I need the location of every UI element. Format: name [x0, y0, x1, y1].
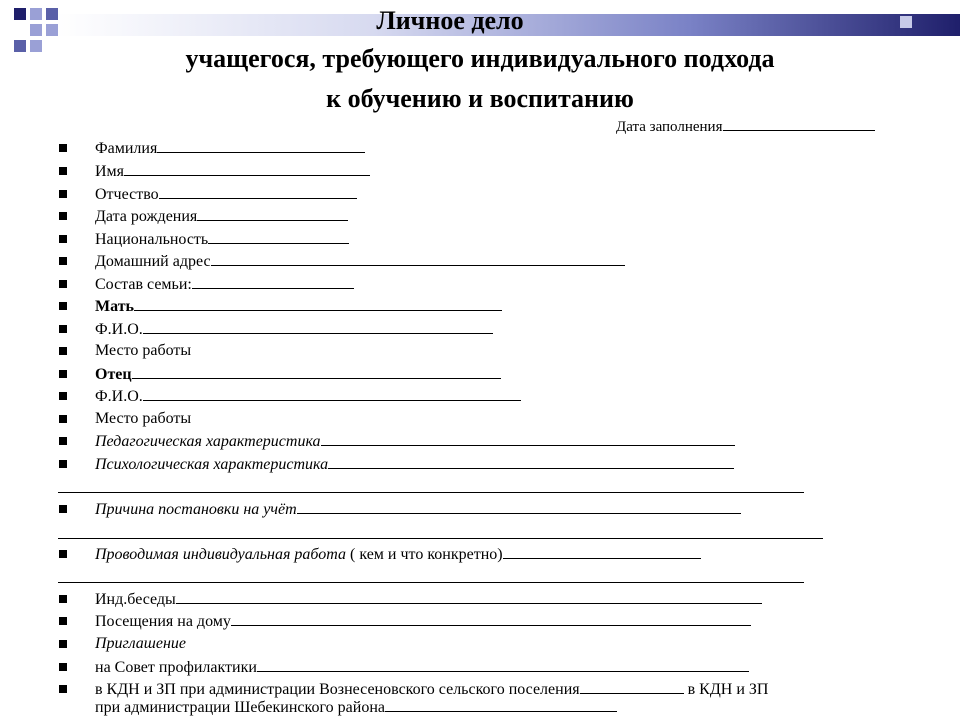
continuation-line[interactable]: [58, 492, 804, 493]
family-blank[interactable]: [192, 274, 354, 289]
bullet-icon: [59, 144, 67, 152]
father-fio-label: Ф.И.О.: [95, 388, 143, 405]
kdn-district-blank[interactable]: [385, 697, 617, 712]
reason-label: Причина постановки на учёт: [95, 501, 297, 518]
kdn-district-label: при администрации Шебекинского района: [95, 699, 385, 716]
nationality-blank[interactable]: [208, 229, 349, 244]
date-blank[interactable]: [723, 116, 875, 131]
bullet-icon: [59, 640, 67, 648]
kdn-blank-1[interactable]: [580, 679, 684, 694]
father-blank[interactable]: [132, 364, 501, 379]
patronymic-blank[interactable]: [159, 184, 357, 199]
psy-char-blank[interactable]: [328, 454, 734, 469]
bullet-icon: [59, 595, 67, 603]
bullet-icon: [59, 190, 67, 198]
mother-work-label: Место работы: [95, 342, 192, 359]
kdn-label-2: в КДН и ЗП: [683, 681, 769, 698]
bullet-icon: [59, 550, 67, 558]
talks-label: Инд.беседы: [95, 591, 176, 608]
home-visits-blank[interactable]: [231, 611, 751, 626]
talks-blank[interactable]: [176, 589, 762, 604]
birth-date-label: Дата рождения: [95, 208, 198, 225]
bullet-icon: [59, 302, 67, 310]
bullet-icon: [59, 167, 67, 175]
bullet-icon: [59, 235, 67, 243]
bullet-icon: [59, 370, 67, 378]
home-address-blank[interactable]: [211, 251, 625, 266]
ped-char-label: Педагогическая характеристика: [95, 433, 321, 450]
mother-fio-label: Ф.И.О.: [95, 321, 143, 338]
name-label: Имя: [95, 163, 125, 180]
bullet-icon: [59, 460, 67, 468]
reason-blank[interactable]: [297, 499, 741, 514]
bullet-icon: [59, 505, 67, 513]
kdn-label-1: в КДН и ЗП при администрации Вознесеновского сельского поселения: [95, 681, 580, 698]
date-label: Дата заполнения: [616, 119, 723, 135]
bullet-icon: [59, 280, 67, 288]
bullet-icon: [59, 212, 67, 220]
family-label: Состав семьи:: [95, 276, 192, 293]
bullet-icon: [59, 257, 67, 265]
individual-work-blank[interactable]: [503, 544, 701, 559]
birth-date-blank[interactable]: [197, 206, 348, 221]
name-blank[interactable]: [124, 161, 370, 176]
date-field: [616, 116, 875, 136]
bullet-icon: [59, 347, 67, 355]
invitation-label: Приглашение: [95, 635, 186, 652]
surname-blank[interactable]: [157, 138, 365, 153]
home-visits-label: Посещения на дому: [95, 613, 231, 630]
bullet-icon: [59, 663, 67, 671]
ped-char-blank[interactable]: [321, 431, 735, 446]
bullet-icon: [59, 437, 67, 445]
continuation-line[interactable]: [58, 582, 804, 583]
page-subtitle: учащегося, требующего индивидуального подхода: [185, 44, 775, 73]
individual-work-label: Проводимая индивидуальная работа: [95, 546, 346, 563]
psy-char-label: Психологическая характеристика: [95, 456, 329, 473]
surname-label: Фамилия: [95, 140, 158, 157]
father-fio-blank[interactable]: [143, 386, 521, 401]
bullet-icon: [59, 617, 67, 625]
council-blank[interactable]: [257, 657, 749, 672]
mother-label: Мать: [95, 298, 135, 315]
bullet-icon: [59, 685, 67, 693]
bullet-icon: [59, 392, 67, 400]
council-label: на Совет профилактики: [95, 659, 257, 676]
patronymic-label: Отчество: [95, 186, 159, 203]
bullet-icon: [59, 325, 67, 333]
mother-fio-blank[interactable]: [143, 319, 493, 334]
page-title: Личное дело: [376, 6, 524, 35]
mother-blank[interactable]: [134, 296, 502, 311]
home-address-label: Домашний адрес: [95, 253, 211, 270]
bullet-icon: [59, 415, 67, 423]
individual-work-note: ( кем и что конкретно): [346, 546, 503, 563]
father-label: Отец: [95, 366, 132, 383]
father-work-label: Место работы: [95, 410, 192, 427]
nationality-label: Национальность: [95, 231, 209, 248]
continuation-line[interactable]: [58, 538, 823, 539]
page-subtitle-2: к обучению и воспитанию: [326, 84, 634, 113]
